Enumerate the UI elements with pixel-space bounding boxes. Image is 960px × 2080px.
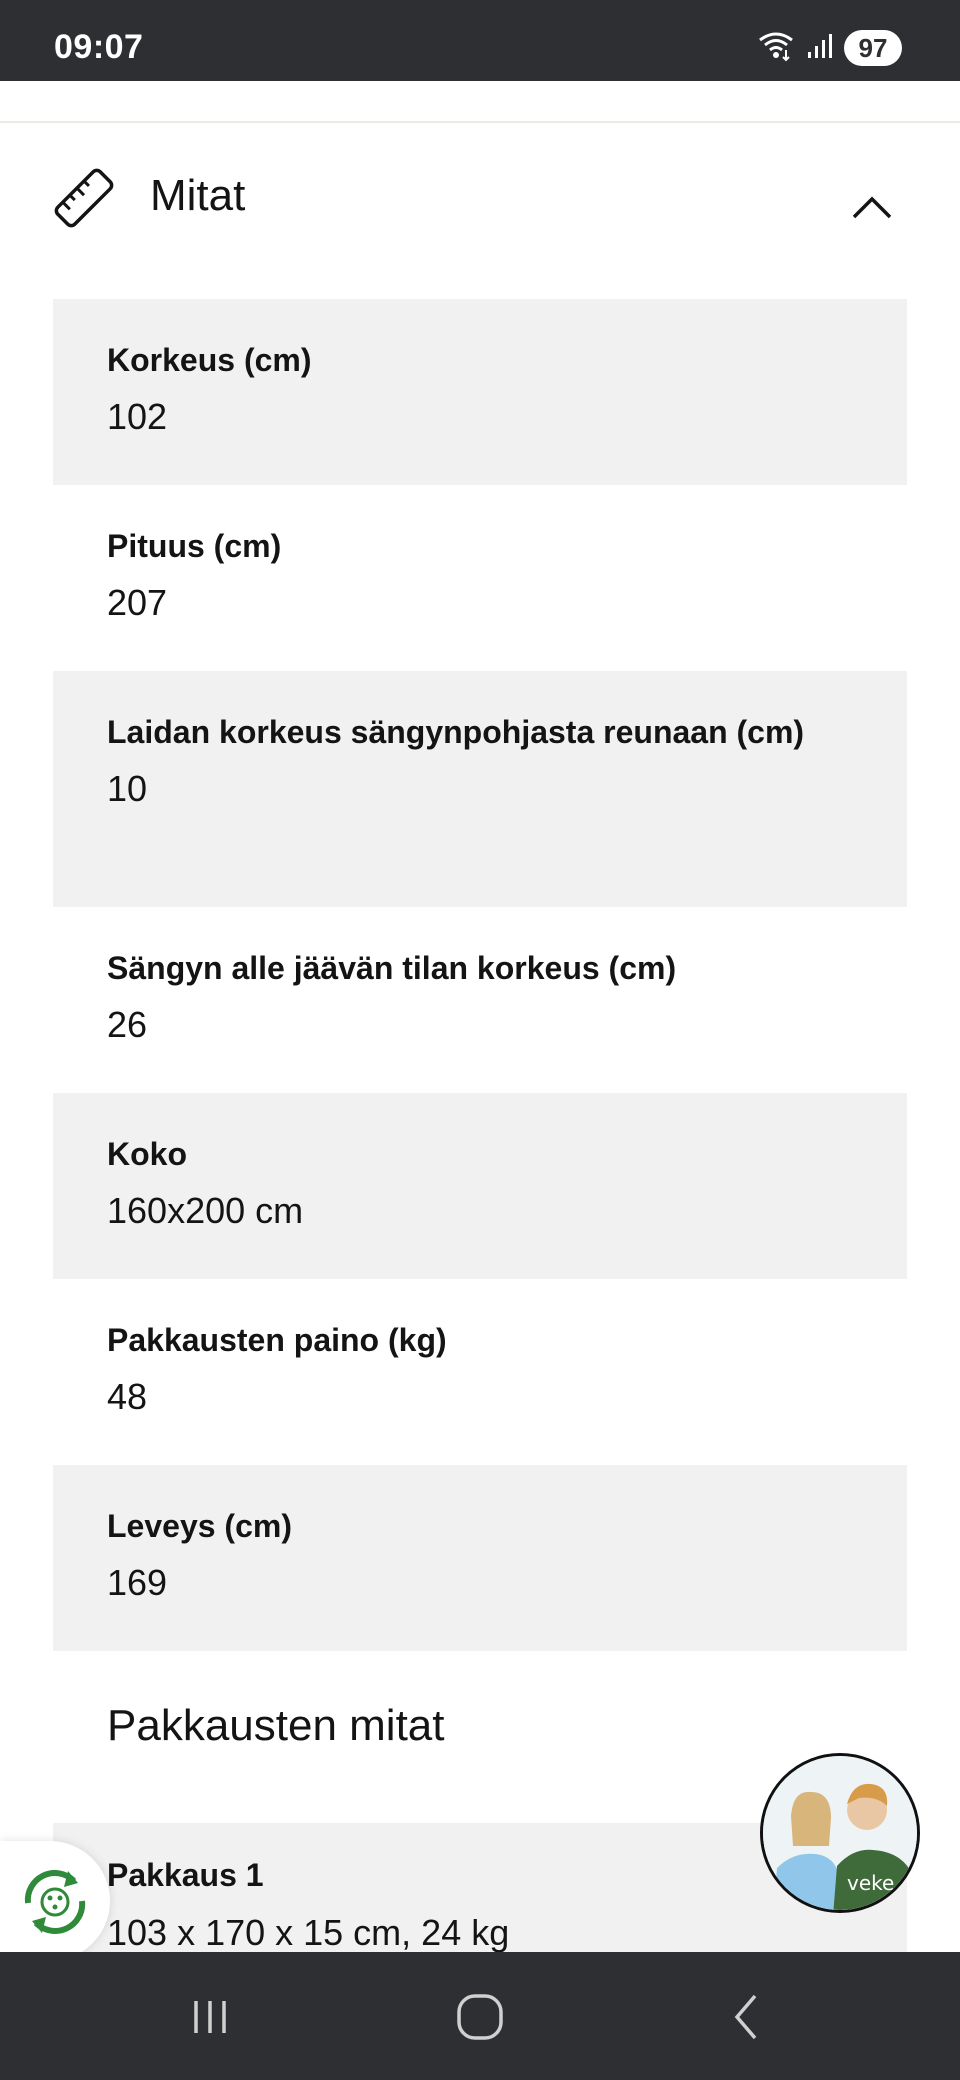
dimensions-list (53, 299, 907, 1651)
back-button[interactable] (712, 1982, 782, 2052)
dimension-value: 169 (107, 1562, 168, 1603)
dimension-value: 26 (107, 1004, 148, 1045)
chat-support-avatar[interactable] (760, 1753, 920, 1913)
dimension-row (53, 485, 907, 671)
android-nav-bar (0, 1952, 960, 2080)
dimension-label: Pakkausten paino (kg) (107, 1322, 447, 1358)
dimension-label: Korkeus (cm) (107, 342, 312, 378)
status-icons (756, 28, 902, 68)
divider (0, 121, 960, 123)
package-label: Pakkaus 1 (107, 1857, 264, 1893)
dimension-label: Sängyn alle jäävän tilan korkeus (cm) (107, 950, 677, 986)
wifi-icon (756, 30, 796, 67)
home-button[interactable] (445, 1982, 515, 2052)
section-title[interactable]: Mitat (150, 171, 246, 220)
package-value: 103 x 170 x 15 cm, 24 kg (107, 1912, 510, 1952)
dimension-row (53, 671, 907, 907)
dimension-row (53, 1465, 907, 1651)
signal-icon (806, 32, 834, 65)
chevron-up-icon[interactable] (850, 193, 894, 228)
dimension-label: Leveys (cm) (107, 1508, 292, 1544)
dimension-label: Laidan korkeus sängynpohjasta reunaan (cm) (107, 714, 805, 750)
status-time: 09:07 (54, 28, 144, 66)
dimension-row (53, 1093, 907, 1279)
dimension-value: 10 (107, 768, 148, 809)
dimension-row (53, 299, 907, 485)
dimension-row (53, 907, 907, 1093)
product-details-page (0, 81, 960, 1952)
battery-indicator: 97 (844, 30, 902, 66)
status-bar (0, 0, 960, 81)
packages-title: Pakkausten mitat (107, 1701, 445, 1750)
ruler-icon (52, 166, 116, 230)
dimension-value: 48 (107, 1376, 148, 1417)
dimension-label: Pituus (cm) (107, 528, 282, 564)
recycle-icon (16, 1863, 94, 1946)
dimension-label: Koko (107, 1136, 187, 1172)
dimension-value: 207 (107, 582, 168, 623)
dimension-row (53, 1279, 907, 1465)
veke-logo: veke (847, 1871, 895, 1895)
dimension-value: 102 (107, 396, 168, 437)
dimension-value: 160x200 cm (107, 1190, 304, 1231)
recent-apps-button[interactable] (175, 1982, 245, 2052)
